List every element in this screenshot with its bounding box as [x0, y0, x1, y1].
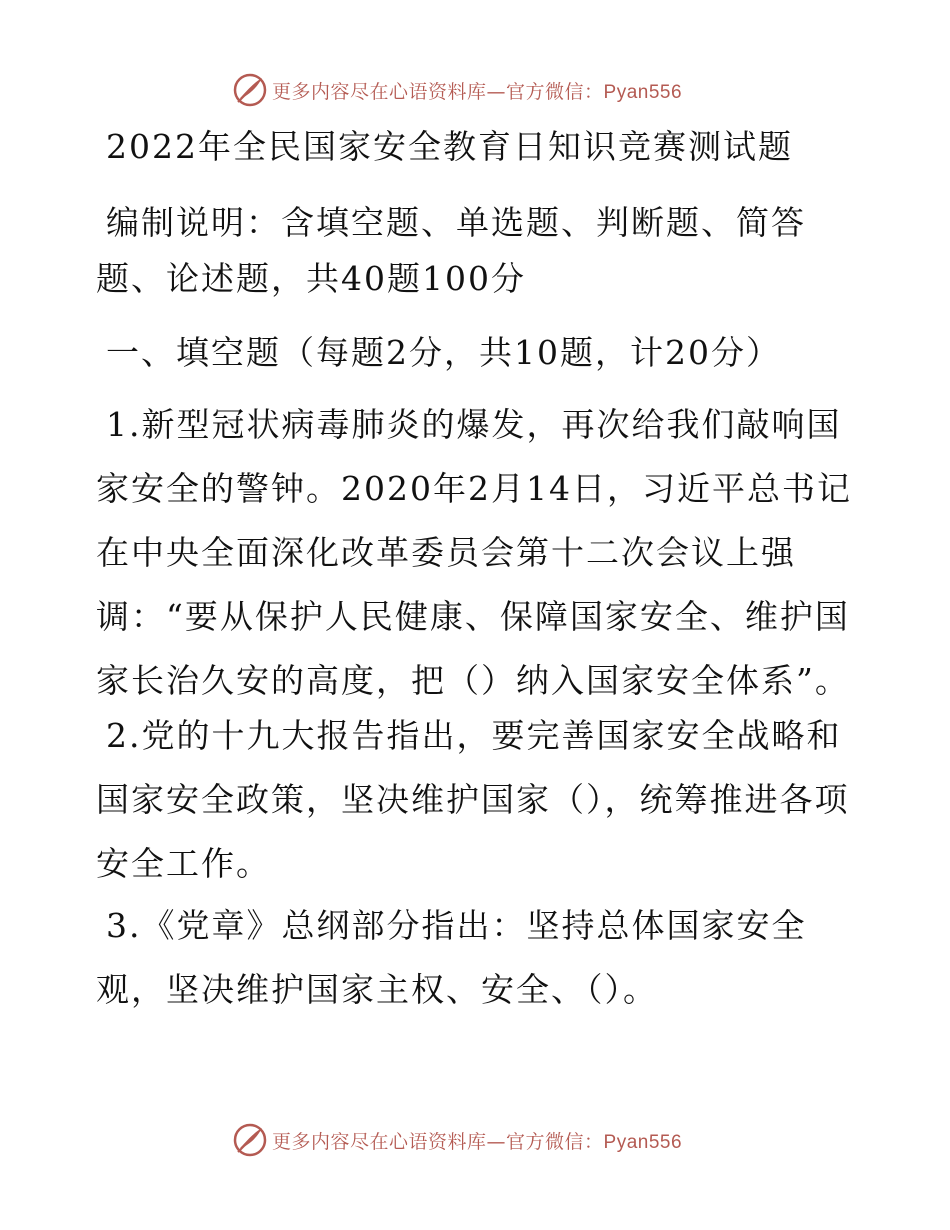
quill-logo-icon [232, 1122, 268, 1158]
question-1-line-4: 调：“要从保护人民健康、保障国家安全、维护国 [96, 597, 850, 636]
question-3-line-1: 3.《党章》总纲部分指出：坚持总体国家安全 [106, 906, 807, 945]
question-2-line-3: 安全工作。 [96, 844, 271, 883]
watermark-label: 更多内容尽在心语资料库—官方微信： [272, 80, 604, 103]
question-1-line-3: 在中央全面深化改革委员会第十二次会议上强 [96, 533, 796, 572]
question-3 [96, 902, 807, 1014]
question-1-line-5: 家长治久安的高度，把（）纳入国家安全体系”。 [96, 661, 850, 700]
watermark-text [272, 77, 682, 104]
description-line-2: 题、论述题，共40题100分 [96, 259, 526, 298]
question-1-line-2: 家安全的警钟。2020年2月14日，习近平总书记 [96, 469, 852, 508]
question-2-line-1: 2.党的十九大报告指出，要完善国家安全战略和 [106, 716, 842, 755]
wechat-id: Pyan556 [603, 81, 683, 103]
quill-logo-icon [232, 72, 268, 108]
question-1 [96, 401, 852, 705]
footer-watermark [0, 1120, 950, 1160]
section-heading: 一、填空题（每题2分，共10题，计20分） [106, 333, 781, 372]
document-title: 2022年全民国家安全教育日知识竞赛测试题 [106, 127, 793, 166]
wechat-id: Pyan556 [603, 1131, 683, 1153]
question-2 [96, 712, 850, 888]
question-1-line-1: 1.新型冠状病毒肺炎的爆发，再次给我们敲响国 [106, 405, 842, 444]
description-line-1: 编制说明：含填空题、单选题、判断题、简答 [106, 203, 806, 242]
question-2-line-2: 国家安全政策，坚决维护国家（），统筹推进各项 [96, 780, 850, 819]
question-3-line-2: 观，坚决维护国家主权、安全、（）。 [96, 970, 658, 1009]
header-watermark [0, 70, 950, 110]
watermark-label: 更多内容尽在心语资料库—官方微信： [272, 1130, 604, 1153]
watermark-text [272, 1127, 682, 1154]
